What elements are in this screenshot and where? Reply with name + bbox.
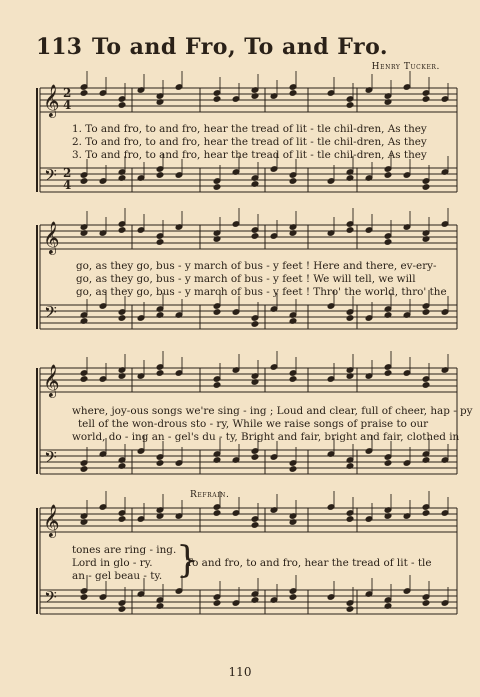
hymn-title: To and Fro, To and Fro. xyxy=(91,34,389,60)
lyric-line: go, as they go, bus - y march of bus - y feet ! We will tell, we will xyxy=(76,273,416,285)
lyric-line: go, as they go, bus - y march of bus - y feet ! Thro' the world, thro' the xyxy=(76,286,447,298)
hymn-number: 113 xyxy=(36,34,82,60)
bass-staff xyxy=(40,590,457,614)
treble-clef-icon: 𝄞 xyxy=(43,364,60,397)
treble-staff xyxy=(40,225,457,249)
time-signature: 4 xyxy=(63,98,72,112)
bass-clef-icon: 𝄢 xyxy=(44,302,57,326)
refrain-label: Refrain. xyxy=(190,490,230,500)
lyric-line: Lord in glo - ry. xyxy=(72,557,153,569)
composer-credit: Henry Tucker. xyxy=(371,62,440,72)
lyric-brace: } xyxy=(176,540,199,581)
lyric-line: where, joy-ous songs we're sing - ing ; Loud and clear, full of cheer, hap - py xyxy=(72,405,473,417)
time-signature: 2 xyxy=(63,166,72,180)
refrain-lyric: To and fro, to and fro, hear the tread of lit - tle xyxy=(186,557,432,569)
bass-clef-icon: 𝄢 xyxy=(44,447,57,471)
treble-clef-icon: 𝄞 xyxy=(43,221,60,254)
lyric-line: tell of the won-drous sto - ry, While we raise songs of praise to our xyxy=(78,418,429,430)
time-signature: 4 xyxy=(63,178,72,192)
bass-clef-icon: 𝄢 xyxy=(44,165,57,189)
lyric-line: go, as they go, bus - y march of bus - y feet ! Here and there, ev-ery- xyxy=(76,260,437,272)
lyric-line: 3. To and fro, to and fro, hear the tread of lit - tle chil-dren, As they xyxy=(72,149,427,161)
bass-clef-icon: 𝄢 xyxy=(44,587,57,611)
page-number: 110 xyxy=(228,665,252,679)
lyric-line: 2. To and fro, to and fro, hear the tread of lit - tle chil-dren, As they xyxy=(72,136,427,148)
time-signature: 2 xyxy=(63,86,72,100)
lyric-line: an - gel beau - ty. xyxy=(72,570,163,582)
lyric-line: world, do - ing an - gel's du - ty, Bright and fair, bright and fair, clothed in xyxy=(72,431,460,443)
treble-staff xyxy=(40,508,457,532)
lyric-line: 1. To and fro, to and fro, hear the tread of lit - tle chil-dren, As they xyxy=(72,123,427,135)
treble-clef-icon: 𝄞 xyxy=(43,504,60,537)
lyric-line: tones are ring - ing. xyxy=(72,544,177,556)
treble-clef-icon: 𝄞 xyxy=(43,84,60,117)
